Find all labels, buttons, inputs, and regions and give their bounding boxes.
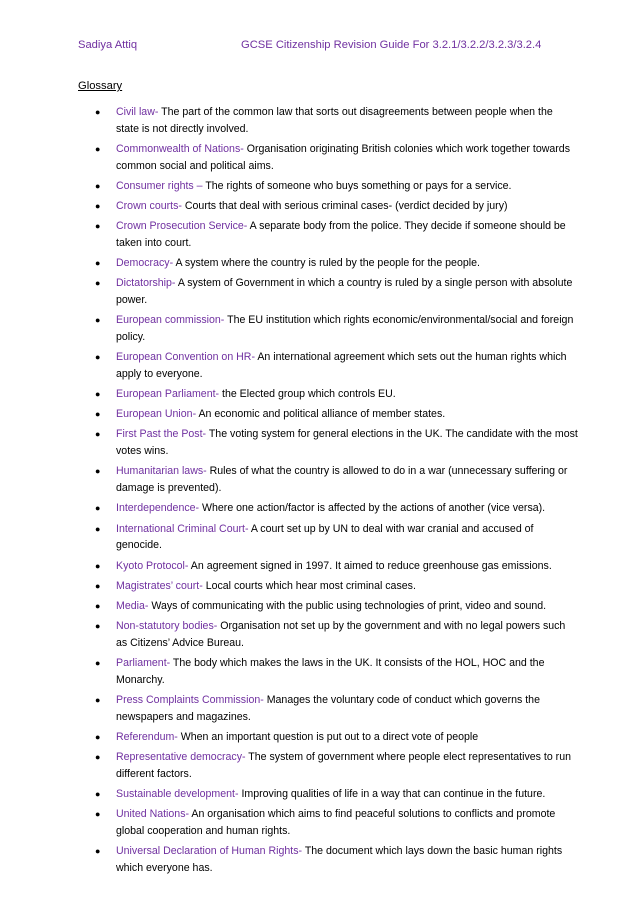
glossary-definition: The EU institution which rights economic/environmental/social and foreign policy. (116, 314, 574, 344)
glossary-definition: The body which makes the laws in the UK. It consists of the HOL, HOC and the Monarchy. (116, 656, 545, 686)
glossary-item (78, 255, 578, 272)
glossary-definition: Improving qualities of life in a way that can continue in the future. (238, 787, 546, 800)
glossary-item (78, 218, 578, 252)
bullet-icon: ● (95, 694, 101, 705)
glossary-definition: Manages the voluntary code of conduct which governs the newspapers and magazines. (116, 693, 540, 723)
author-name: Sadiya Attiq (78, 39, 138, 51)
glossary-definition: An organisation which aims to find peaceful solutions to conflicts and promote global cooperation and human rights. (116, 808, 556, 837)
bullet-icon: ● (95, 389, 101, 400)
bullet-icon: ● (95, 429, 101, 440)
glossary-definition: An economic and political alliance of member states. (196, 408, 446, 421)
glossary-item (78, 692, 578, 726)
glossary-definition: Where one action/factor is affected by the actions of another (vice versa). (199, 502, 546, 515)
bullet-icon: ● (95, 846, 101, 857)
glossary-list (78, 104, 578, 880)
glossary-item (78, 578, 578, 595)
glossary-term: Universal Declaration of Human Rights- (116, 845, 303, 858)
glossary-term: Democracy- (116, 257, 174, 270)
glossary-definition: The voting system for general elections in the UK. The candidate with the most votes wins. (116, 428, 578, 458)
bullet-icon: ● (95, 258, 101, 269)
glossary-term: Referendum- (116, 730, 178, 743)
bullet-icon: ● (95, 409, 101, 420)
bullet-icon: ● (95, 620, 101, 631)
glossary-item (78, 178, 578, 195)
glossary-term: Crown courts- (116, 200, 182, 213)
glossary-item (78, 598, 578, 615)
glossary-term: Press Complaints Commission- (116, 693, 264, 706)
glossary-definition: The rights of someone who buys something or pays for a service. (202, 180, 512, 192)
page-header (78, 39, 578, 53)
glossary-term: European commission- (116, 314, 225, 327)
glossary-item (78, 749, 578, 783)
glossary-term: United Nations- (116, 808, 190, 821)
glossary-definition: Ways of communicating with the public using technologies of print, video and sound. (148, 599, 547, 612)
glossary-item (78, 104, 578, 138)
bullet-icon: ● (95, 466, 101, 477)
glossary-item (78, 463, 578, 497)
bullet-icon: ● (95, 560, 101, 571)
glossary-item (78, 655, 578, 689)
bullet-icon: ● (95, 107, 101, 117)
bullet-icon: ● (95, 221, 101, 232)
bullet-icon: ● (95, 201, 101, 212)
glossary-definition: The part of the common law that sorts out disagreements between people when the state is not directly involved. (116, 106, 553, 135)
bullet-icon: ● (95, 751, 101, 762)
bullet-icon: ● (95, 788, 101, 799)
glossary-definition: When an important question is put out to a direct vote of people (177, 730, 479, 743)
bullet-icon: ● (95, 315, 101, 326)
glossary-definition: A system where the country is ruled by the people for the people. (173, 257, 480, 270)
glossary-definition: The document which lays down the basic human rights which everyone has. (116, 845, 563, 874)
bullet-icon: ● (95, 731, 101, 742)
glossary-term: Civil law- (116, 106, 159, 118)
glossary-item (78, 558, 578, 575)
glossary-term: European Parliament- (116, 388, 220, 401)
glossary-item (78, 275, 578, 309)
glossary-term: International Criminal Court- (116, 522, 249, 535)
glossary-term: Humanitarian laws- (116, 465, 207, 478)
glossary-definition: Rules of what the country is allowed to do in a war (unnecessary suffering or damage is prevented). (116, 465, 568, 495)
glossary-item (78, 386, 578, 403)
glossary-term: Kyoto Protocol- (116, 559, 189, 572)
glossary-term: Magistrates’ court- (116, 579, 203, 592)
glossary-term: Representative democracy- (116, 750, 246, 763)
glossary-item (78, 500, 578, 517)
glossary-item (78, 521, 578, 555)
glossary-term: Consumer rights – (116, 180, 203, 192)
bullet-icon: ● (95, 181, 101, 191)
glossary-definition: An agreement signed in 1997. It aimed to reduce greenhouse gas emissions. (188, 559, 552, 572)
glossary-term: Media- (116, 599, 149, 612)
glossary-definition: Organisation originating British colonies which work together towards common social and political aims. (116, 143, 570, 172)
bullet-icon: ● (95, 580, 101, 591)
bullet-icon: ● (95, 657, 101, 668)
bullet-icon: ● (95, 278, 101, 289)
glossary-item (78, 618, 578, 652)
glossary-term: Sustainable development- (116, 787, 239, 800)
glossary-heading: Glossary (78, 80, 123, 92)
glossary-term: European Union- (116, 408, 197, 421)
glossary-term: Crown Prosecution Service- (116, 220, 248, 233)
glossary-item (78, 426, 578, 460)
glossary-definition: An international agreement which sets out the human rights which apply to everyone. (116, 351, 567, 381)
bullet-icon: ● (95, 600, 101, 611)
glossary-item (78, 141, 578, 175)
glossary-item (78, 349, 578, 383)
bullet-icon: ● (95, 503, 101, 514)
glossary-item (78, 786, 578, 803)
glossary-definition: A court set up by UN to deal with war cranial and accused of genocide. (116, 522, 534, 552)
bullet-icon: ● (95, 352, 101, 363)
glossary-definition: A separate body from the police. They decide if someone should be taken into court. (116, 220, 566, 250)
glossary-item (78, 312, 578, 346)
glossary-item (78, 843, 578, 877)
glossary-item (78, 406, 578, 423)
glossary-definition: Courts that deal with serious criminal cases- (verdict decided by jury) (181, 200, 508, 213)
glossary-definition: the Elected group which controls EU. (219, 388, 396, 401)
glossary-item (78, 729, 578, 746)
bullet-icon: ● (95, 523, 101, 534)
glossary-term: European Convention on HR- (116, 351, 255, 364)
glossary-definition: Organisation not set up by the government and with no legal powers such as Citizens’ Advice Bureau. (116, 619, 566, 649)
bullet-icon: ● (95, 144, 101, 154)
glossary-term: Commonwealth of Nations- (116, 143, 244, 155)
glossary-term: First Past the Post- (116, 428, 207, 441)
glossary-term: Non-statutory bodies- (116, 619, 218, 632)
glossary-term: Dictatorship- (116, 277, 176, 290)
glossary-definition: The system of government where people elect representatives to run different factors. (116, 750, 571, 780)
glossary-term: Interdependence- (116, 502, 200, 515)
glossary-definition: A system of Government in which a country is ruled by a single person with absolute power. (116, 277, 573, 307)
glossary-item (78, 806, 578, 840)
bullet-icon: ● (95, 809, 101, 820)
glossary-definition: Local courts which hear most criminal cases. (202, 579, 416, 592)
glossary-item (78, 198, 578, 215)
glossary-term: Parliament- (116, 656, 171, 669)
guide-title: GCSE Citizenship Revision Guide For 3.2.1/3.2.2/3.2.3/3.2.4 (241, 39, 542, 51)
